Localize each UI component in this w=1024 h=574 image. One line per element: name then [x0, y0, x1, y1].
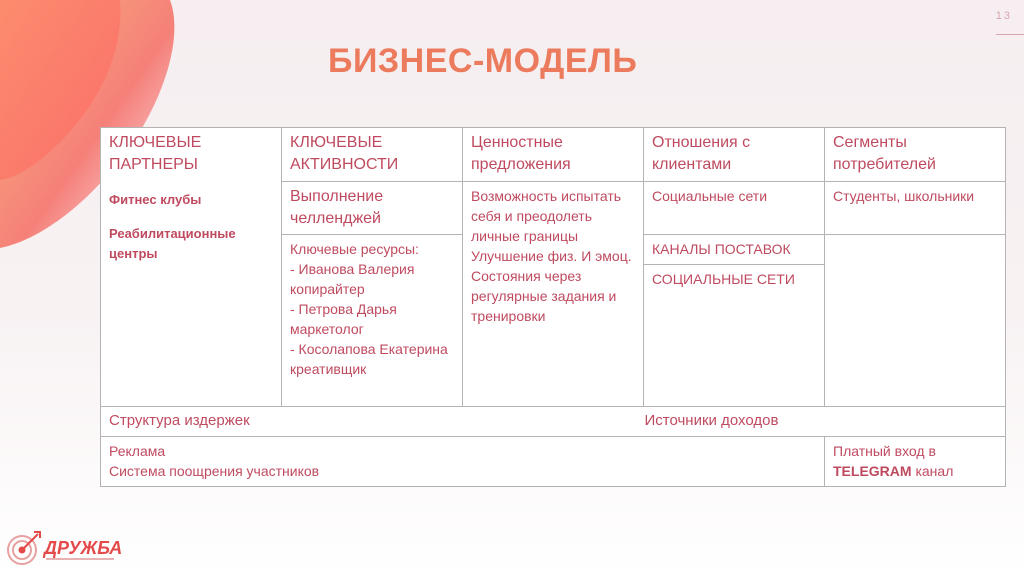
slide-title: БИЗНЕС-МОДЕЛЬ	[328, 42, 638, 80]
resource-line: - Петрова Дарья маркетолог	[290, 301, 397, 337]
logo-tagline-bar	[46, 558, 114, 560]
page-number: 13	[995, 10, 1012, 22]
customer-relations-header: Отношения с клиентами	[644, 128, 825, 182]
telegram-brand: TELEGRAM	[833, 463, 912, 479]
key-activities-main: Выполнение челленджей	[282, 182, 463, 235]
resource-line: Ключевые ресурсы:	[290, 241, 419, 257]
customer-segments-header: Сегменты потребителей	[825, 128, 1006, 182]
cost-item: Система поощрения участников	[109, 463, 320, 479]
page-number-line	[996, 34, 1024, 35]
target-logo-icon	[6, 528, 42, 568]
key-partners-cell	[101, 128, 282, 407]
key-partners-header: КЛЮЧЕВЫЕ ПАРТНЕРЫ	[109, 134, 202, 173]
revenue-label: Источники доходов	[644, 412, 779, 429]
value-proposition-header: Ценностные предложения	[463, 128, 644, 182]
value-text: Улучшение физ. И эмоц. Состояния через регулярные задания и тренировки	[471, 248, 632, 324]
value-proposition-cell	[463, 182, 644, 407]
cost-item: Реклама	[109, 443, 166, 459]
value-text: Возможность испытать себя и преодолеть личные границы	[471, 188, 622, 244]
channels-text: СОЦИАЛЬНЫЕ СЕТИ	[644, 265, 825, 407]
revenue-channel	[833, 461, 997, 481]
key-resources-cell	[282, 235, 463, 407]
partner-item: Фитнес клубы	[109, 192, 202, 207]
revenue-prefix: Платный вход в	[833, 443, 936, 459]
revenue-cell	[825, 437, 1006, 487]
key-activities-header: КЛЮЧЕВЫЕ АКТИВНОСТИ	[282, 128, 463, 182]
resource-line: - Косолапова Екатерина креативщик	[290, 341, 448, 377]
revenue-suffix: канал	[915, 463, 954, 479]
customer-relations-text: Социальные сети	[644, 182, 825, 235]
business-model-canvas	[100, 127, 1006, 487]
segments-empty-cell	[825, 235, 1006, 407]
costs-revenue-bar	[101, 407, 1006, 437]
resource-line: - Иванова Валерия копирайтер	[290, 261, 415, 297]
channels-header: КАНАЛЫ ПОСТАВОК	[644, 235, 825, 265]
partner-item: Реабилитационные центры	[109, 226, 236, 261]
customer-segments-text: Студенты, школьники	[825, 182, 1006, 235]
logo-text: ДРУЖБА	[44, 538, 123, 558]
costs-label: Структура издержек	[109, 412, 250, 429]
costs-cell	[101, 437, 825, 487]
